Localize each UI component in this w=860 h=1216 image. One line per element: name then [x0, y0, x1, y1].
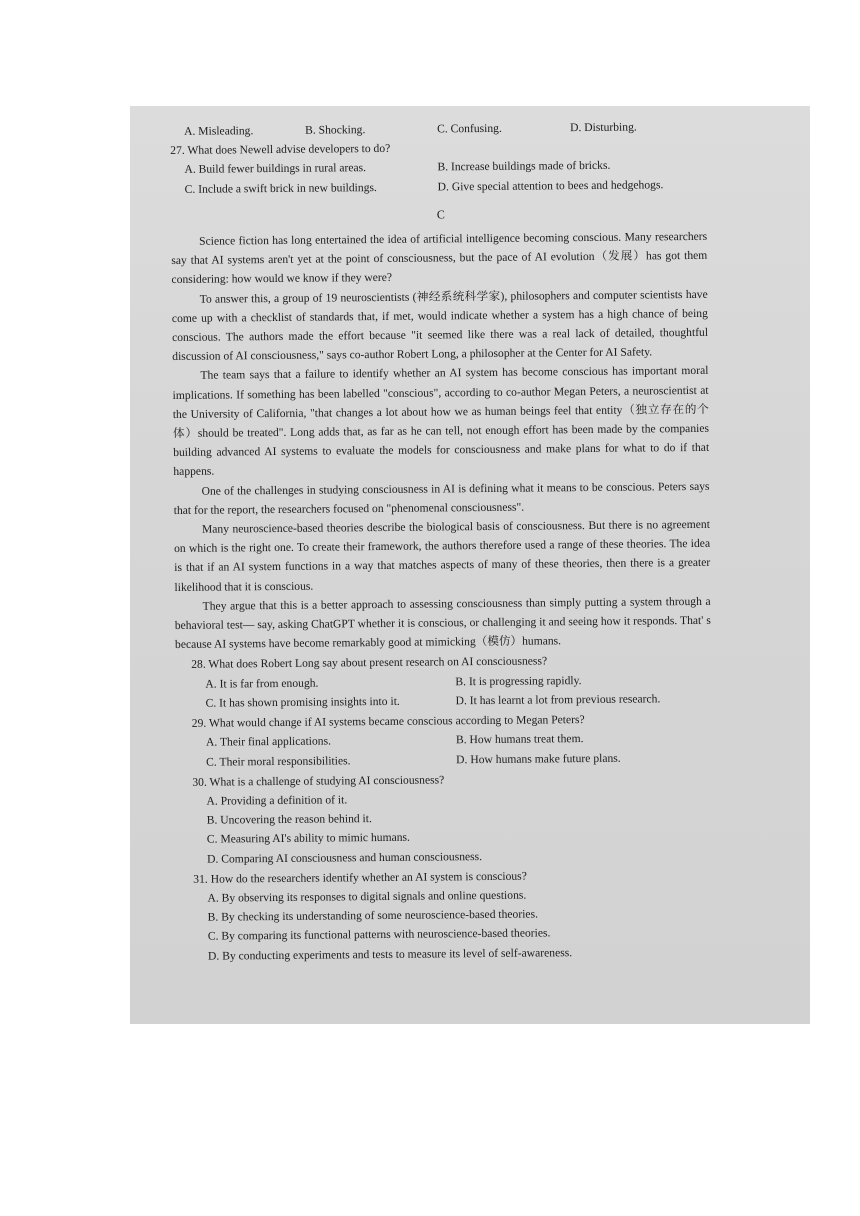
q28-option-c: C. It has shown promising insights into it. [205, 694, 400, 710]
q26-option-a: A. Misleading. [184, 124, 254, 138]
q31-option-b: B. By checking its understanding of some neuroscience-based theories. [207, 907, 539, 924]
q28-option-d: D. It has learnt a lot from previous research. [455, 692, 661, 708]
passage-paragraph: One of the challenges in studying consciousness in AI is defining what it means to be conscious. Peters says that for the report, the researchers focused on "phenomenal consciousness". [173, 479, 710, 517]
q28-option-a: A. It is far from enough. [205, 676, 319, 691]
q27-option-b: B. Increase buildings made of bricks. [437, 159, 611, 174]
q29-option-c: C. Their moral responsibilities. [206, 753, 351, 769]
q31-question: 31. How do the researchers identify whether an AI system is conscious? [193, 869, 527, 886]
passage-paragraph: They argue that this is a better approach to assessing consciousness than simply putting a system through a behavioral test— say, asking ChatGPT whether it is conscious, or challenging it and seeing how it responds. That' s because AI systems have become remarkably good at mimicking（模仿）humans. [174, 594, 711, 652]
q26-option-b: B. Shocking. [305, 123, 366, 137]
q31-option-c: C. By comparing its functional patterns with neuroscience-based theories. [207, 926, 551, 944]
q28-option-b: B. It is progressing rapidly. [455, 673, 582, 688]
passage-paragraph: Science fiction has long entertained the idea of artificial intelligence becoming conscious. Many researchers say that AI systems aren't yet at the point of consciousness, but the pace of AI evolution（发展）has got them considering: how would we know if they were? [171, 229, 708, 287]
q30-block [176, 767, 717, 868]
q28-block [175, 650, 716, 713]
q29-option-d: D. How humans make future plans. [456, 751, 621, 766]
q30-option-b: B. Uncovering the reason behind it. [206, 812, 372, 827]
q31-option-d: D. By conducting experiments and tests to measure its level of self-awareness. [207, 945, 573, 963]
q29-option-a: A. Their final applications. [205, 734, 332, 749]
exam-page-photo [130, 106, 810, 1024]
q30-option-d: D. Comparing AI consciousness and human consciousness. [207, 849, 483, 866]
q27-question: 27. What does Newell advise developers to do? [170, 142, 391, 158]
q26-option-d: D. Disturbing. [570, 120, 637, 135]
q28-question: 28. What does Robert Long say about present research on AI consciousness? [191, 654, 548, 672]
q27-option-d: D. Give special attention to bees and hedgehogs. [437, 177, 664, 194]
exam-paper [170, 117, 718, 966]
q27-option-a: A. Build fewer buildings in rural areas. [184, 161, 367, 177]
q31-block [177, 865, 718, 966]
q30-option-c: C. Measuring AI's ability to mimic humans. [206, 831, 410, 846]
q29-option-b: B. How humans treat them. [455, 732, 584, 747]
q30-question: 30. What is a challenge of studying AI consciousness? [192, 773, 445, 789]
passage-paragraph: Many neuroscience-based theories describe the biological basis of consciousness. But there is no agreement on which is the right one. To create their framework, the authors therefore used a range of these theories. The idea is that if an AI system functions in a way that matches aspects of many of these theories, then there is a greater likelihood that it is conscious. [174, 517, 711, 594]
q27-options-row2 [171, 174, 711, 198]
q31-option-a: A. By observing its responses to digital signals and online questions. [207, 888, 527, 905]
q27-option-c: C. Include a swift brick in new buildings. [184, 180, 377, 196]
q30-option-a: A. Providing a definition of it. [206, 793, 348, 808]
section-heading: C [436, 207, 445, 222]
q29-block [176, 709, 717, 772]
q29-question: 29. What would change if AI systems became conscious according to Megan Peters? [191, 713, 585, 730]
passage-paragraph: The team says that a failure to identify whether an AI system has become conscious has important moral implications. If something has been labelled "conscious", according to co-author Megan Peters, a neuroscientist at the University of California, "that changes a lot about how we as human beings feel that entity（独立存在的个体）should be treated". Long adds that, as far as he can tell, not enough effort has been made by the companies building advanced AI systems to evaluate the models for consciousness and make plans for what to do if that happens. [172, 364, 710, 479]
q26-option-c: C. Confusing. [437, 121, 502, 136]
passage-paragraph: To answer this, a group of 19 neuroscientists (神经系统科学家), philosophers and computer scientists have come up with a checklist of standards that, if met, would indicate whether a system has a high chance of being conscious. The authors made the effort because "it seemed like there was a real lack of detailed, thoughtful discussion of AI consciousness," says co-author Robert Long, a philosopher at the Center for AI Safety. [171, 287, 709, 364]
